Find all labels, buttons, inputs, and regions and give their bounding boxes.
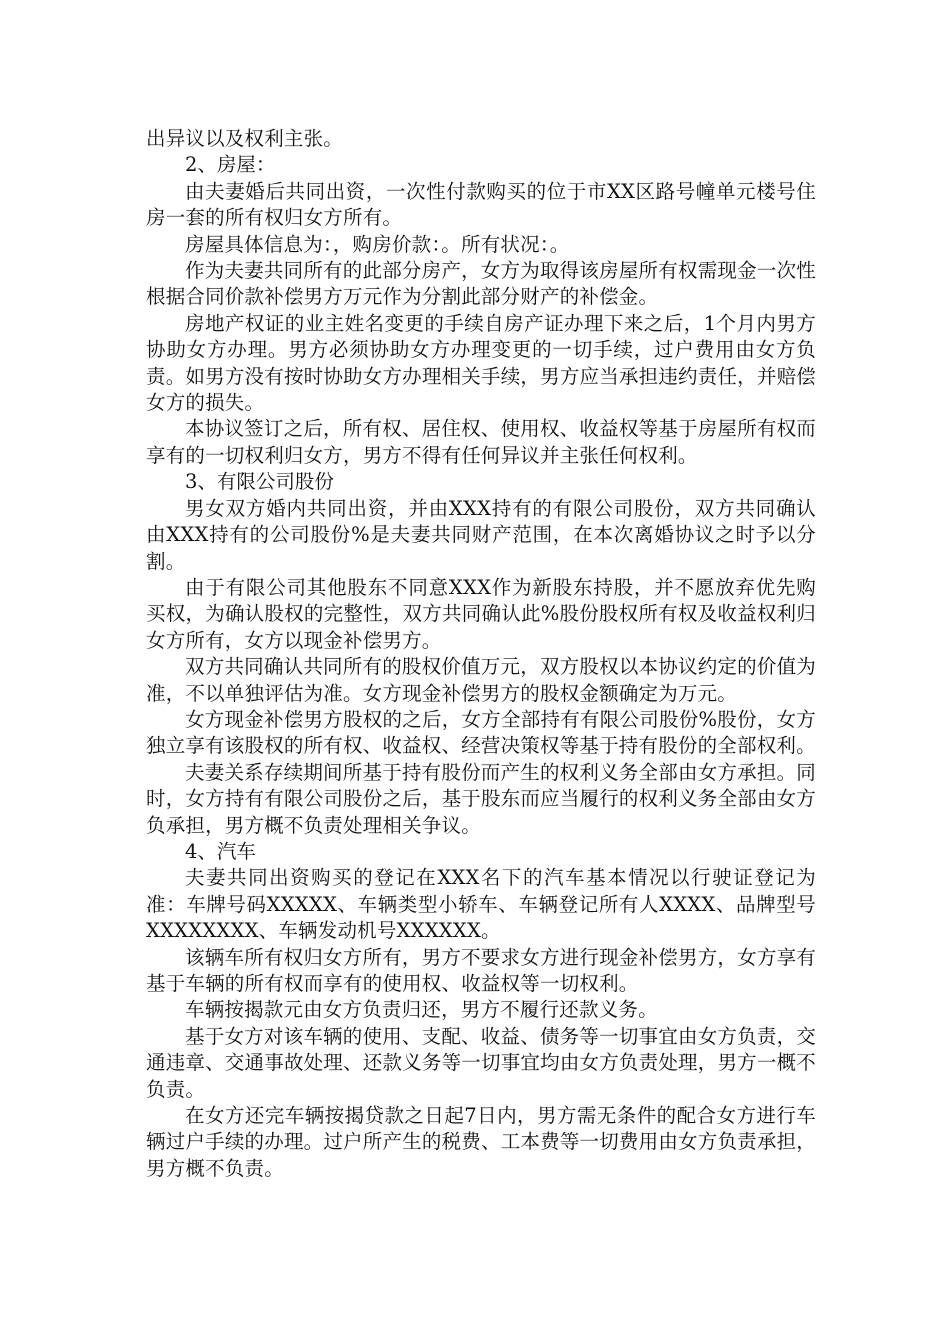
paragraph: 由夫妻婚后共同出资，一次性付款购买的位于市XX区路号幢单元楼号住房一套的所有权归女方所有。: [146, 179, 816, 230]
paragraph: 本协议签订之后，所有权、居住权、使用权、收益权等基于房屋所有权而享有的一切权利归女方，男方不得有任何异议并主张任何权利。: [146, 417, 816, 467]
paragraph: 夫妻关系存续期间所基于持有股份而产生的权利义务全部由女方承担。同时，女方持有有限公司股份之后，基于股东而应当履行的权利义务全部由女方负承担，男方概不负责处理相关争议。: [146, 760, 816, 837]
paragraph: 在女方还完车辆按揭贷款之日起7日内，男方需无条件的配合女方进行车辆过户手续的办理。过户所产生的税费、工本费等一切费用由女方负责承担，男方概不负责。: [146, 1104, 816, 1180]
section-heading-shares: 3、有限公司股份: [185, 470, 334, 494]
document-page: [146, 126, 816, 1182]
section-heading-house: 2、房屋：: [185, 153, 276, 177]
paragraph: 出异议以及权利主张。: [146, 127, 344, 150]
paragraph: 男女双方婚内共同出资，并由XXX持有的有限公司股份，双方共同确认由XXX持有的公司股份%是夫妻共同财产范围，在本次离婚协议之时予以分割。: [146, 496, 816, 573]
paragraph: 双方共同确认共同所有的股权价值万元，双方股权以本协议约定的价值为准，不以单独评估为准。女方现金补偿男方的股权金额确定为万元。: [146, 655, 816, 705]
paragraph: 夫妻共同出资购买的登记在XXX名下的汽车基本情况以行驶证登记为准：车牌号码XXXXX、车辆类型小轿车、车辆登记所有人XXXX、品牌型号XXXXXXXX、车辆发动机号XXXXXX。: [146, 866, 816, 943]
paragraph: 女方现金补偿男方股权的之后，女方全部持有有限公司股份%股份，女方独立享有该股权的所有权、收益权、经营决策权等基于持有股份的全部权利。: [146, 707, 816, 758]
paragraph: 该辆车所有权归女方所有，男方不要求女方进行现金补偿男方，女方享有基于车辆的所有权而享有的使用权、收益权等一切权利。: [146, 945, 816, 995]
paragraph: 由于有限公司其他股东不同意XXX作为新股东持股，并不愿放弃优先购买权，为确认股权的完整性，双方共同确认此%股份股权所有权及收益权利归女方所有，女方以现金补偿男方。: [146, 575, 816, 652]
paragraph: 作为夫妻共同所有的此部分房产，女方为取得该房屋所有权需现金一次性根据合同价款补偿男方万元作为分割此部分财产的补偿金。: [146, 259, 816, 309]
section-heading-car: 4、汽车: [185, 839, 256, 863]
paragraph: 房屋具体信息为：，购房价款：。所有状况：。: [185, 232, 570, 256]
paragraph: 房地产权证的业主姓名变更的手续自房产证办理下来之后，1个月内男方协助女方办理。男方必须协助女方办理变更的一切手续，过户费用由女方负责。如男方没有按时协助女方办理相关手续，男方应当承担违约责任，并赔偿女方的损失。: [146, 311, 816, 415]
paragraph: 基于女方对该车辆的使用、支配、收益、债务等一切事宜由女方负责，交通违章、交通事故处理、还款义务等一切事宜均由女方负责处理，男方一概不负责。: [146, 1024, 816, 1101]
paragraph: 车辆按揭款元由女方负责归还，男方不履行还款义务。: [185, 998, 658, 1022]
